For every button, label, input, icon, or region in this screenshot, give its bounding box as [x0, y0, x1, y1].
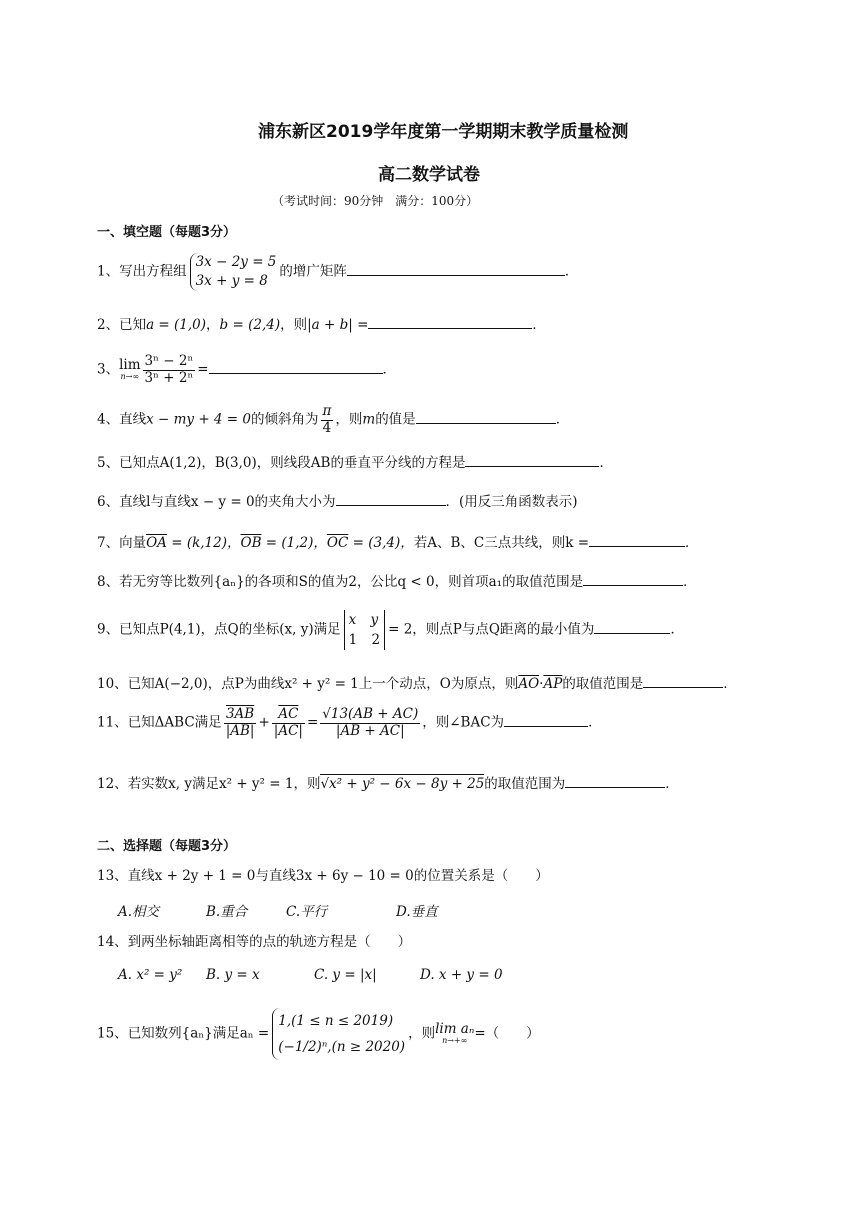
question-number: 14、: [97, 934, 128, 950]
question-number: 12、: [97, 776, 128, 792]
question-13: 13、直线x + 2y + 1 = 0与直线3x + 6y − 10 = 0的位置关系是（ ）: [97, 868, 549, 884]
question-3: 3、 lim n→∞ $\frac{\text{3ⁿ − 2ⁿ}}{\text{3ⁿ + 2ⁿ}}$ = ．: [97, 353, 397, 386]
question-number: 15、: [97, 1025, 128, 1042]
question-6: 6、直线l与直线x − y = 0的夹角大小为 ．(用反三角函数表示): [97, 494, 578, 510]
square-root: √x² + y² − 6x − 8y + 25: [320, 776, 485, 792]
equation-system: 3x − 2y = 5 3x + y = 8: [190, 253, 277, 291]
answer-blank[interactable]: [589, 534, 685, 547]
answer-blank[interactable]: [209, 361, 383, 374]
piecewise-definition: 1,(1 ≤ n ≤ 2019) (−1/2)ⁿ,(n ≥ 2020): [272, 1008, 405, 1060]
answer-blank[interactable]: [347, 263, 565, 276]
answer-blank[interactable]: [504, 714, 588, 727]
question-number: 7、: [97, 535, 120, 551]
question-8: 8、若无穷等比数列{aₙ}的各项和S的值为2，公比q < 0，则首项a₁的取值范围是 ．: [97, 574, 697, 590]
question-12: 12、若实数x, y满足x² + y² = 1，则√x² + y² − 6x − 8y + 25的取值范围为 ．: [97, 776, 679, 792]
question-4: 4、直线x − my + 4 = 0的倾斜角为 $\frac{\pi}{4}$ ，则m的值是 ．: [97, 403, 570, 436]
question-9: 9、已知点P(4,1)，点Q的坐标(x, y)满足 x y 1 2 = 2，则点P与点Q距离的最小值为 ．: [97, 612, 684, 648]
answer-blank[interactable]: [465, 454, 599, 467]
question-number: 13、: [97, 868, 128, 884]
answer-blank[interactable]: [643, 675, 723, 688]
exam-info: （考试时间：90分钟 满分：100分）: [272, 194, 479, 208]
question-number: 2、: [97, 317, 120, 333]
question-number: 8、: [97, 574, 120, 590]
determinant: x y 1 2: [344, 610, 385, 650]
option-b[interactable]: B. y = x: [206, 967, 260, 983]
question-number: 1、: [97, 263, 120, 280]
option-b[interactable]: B.重合: [206, 904, 248, 920]
section-choice: 二、选择题（每题3分）: [97, 839, 237, 854]
fraction: $\frac{3AB}{|AB|}$: [225, 706, 255, 739]
limit: lim n→∞: [119, 357, 141, 381]
option-d[interactable]: D.垂直: [396, 904, 438, 920]
fraction: $\frac{√13(AB + AC)}{|AB + AC|}$: [322, 706, 419, 739]
option-d[interactable]: D. x + y = 0: [420, 967, 503, 983]
question-number: 11、: [97, 714, 128, 731]
question-number: 9、: [97, 621, 120, 638]
question-7: 7、向量$\overline{OA} = (k,12)$，$\overline{OB} = (1,2)$，$\overline{OC} = (3,4)$，若A、B、C三点共线，则k = ．: [97, 535, 699, 551]
fraction: $\frac{\pi}{4}$: [322, 403, 332, 436]
answer-blank[interactable]: [416, 411, 556, 424]
question-5: 5、已知点A(1,2)，B(3,0)，则线段AB的垂直平分线的方程是 ．: [97, 455, 613, 471]
answer-blank[interactable]: [594, 621, 670, 634]
question-number: 5、: [97, 455, 120, 471]
question-15: 15、已知数列{aₙ}满足aₙ = 1,(1 ≤ n ≤ 2019) (−1/2)ⁿ,(n ≥ 2020) ，则 lim aₙ n→+∞ =（ ）: [97, 1008, 540, 1060]
question-11: 11、已知ΔABC满足 $\frac{3AB}{|AB|}$ + $\frac{\overline{AC}}{|AC|}$ = $\frac{√13(AB + AC)}{|AB + AC|}$ ，则∠BAC为 ．: [97, 706, 602, 739]
question-14: 14、到两坐标轴距离相等的点的轨迹方程是（ ）: [97, 934, 412, 950]
answer-blank[interactable]: [565, 775, 665, 788]
answer-blank[interactable]: [336, 493, 446, 506]
option-a[interactable]: A. x² = y²: [118, 967, 183, 983]
question-2: 2、已知a = (1,0)，b = (2,4)，则|a + b| = ．: [97, 317, 546, 333]
question-number: 4、: [97, 411, 120, 428]
question-10: 10、已知A(−2,0)，点P为曲线x² + y² = 1上一个动点，O为原点，则$\overline{AO}\cdot\overline{AP}$的取值范围是 ．: [97, 676, 737, 692]
exam-subtitle: 高二数学试卷: [378, 165, 480, 185]
limit: lim aₙ n→+∞: [435, 1021, 475, 1045]
option-c[interactable]: C. y = |x|: [314, 967, 377, 983]
question-number: 10、: [97, 676, 128, 692]
question-1: 1、写出方程组 3x − 2y = 5 3x + y = 8 的增广矩阵 ．: [97, 254, 579, 289]
fraction: $\frac{\text{3ⁿ − 2ⁿ}}{\text{3ⁿ + 2ⁿ}}$: [144, 353, 194, 386]
question-number: 3、: [97, 361, 120, 378]
section-fill-in: 一、填空题（每题3分）: [97, 225, 237, 240]
option-c[interactable]: C.平行: [286, 904, 328, 920]
fraction: $\frac{\overline{AC}}{|AC|}$: [273, 706, 303, 739]
exam-title: 浦东新区2019学年度第一学期期末教学质量检测: [258, 122, 629, 142]
answer-blank[interactable]: [368, 316, 532, 329]
question-number: 6、: [97, 494, 120, 510]
answer-blank[interactable]: [583, 573, 683, 586]
option-a[interactable]: A.相交: [118, 904, 160, 920]
